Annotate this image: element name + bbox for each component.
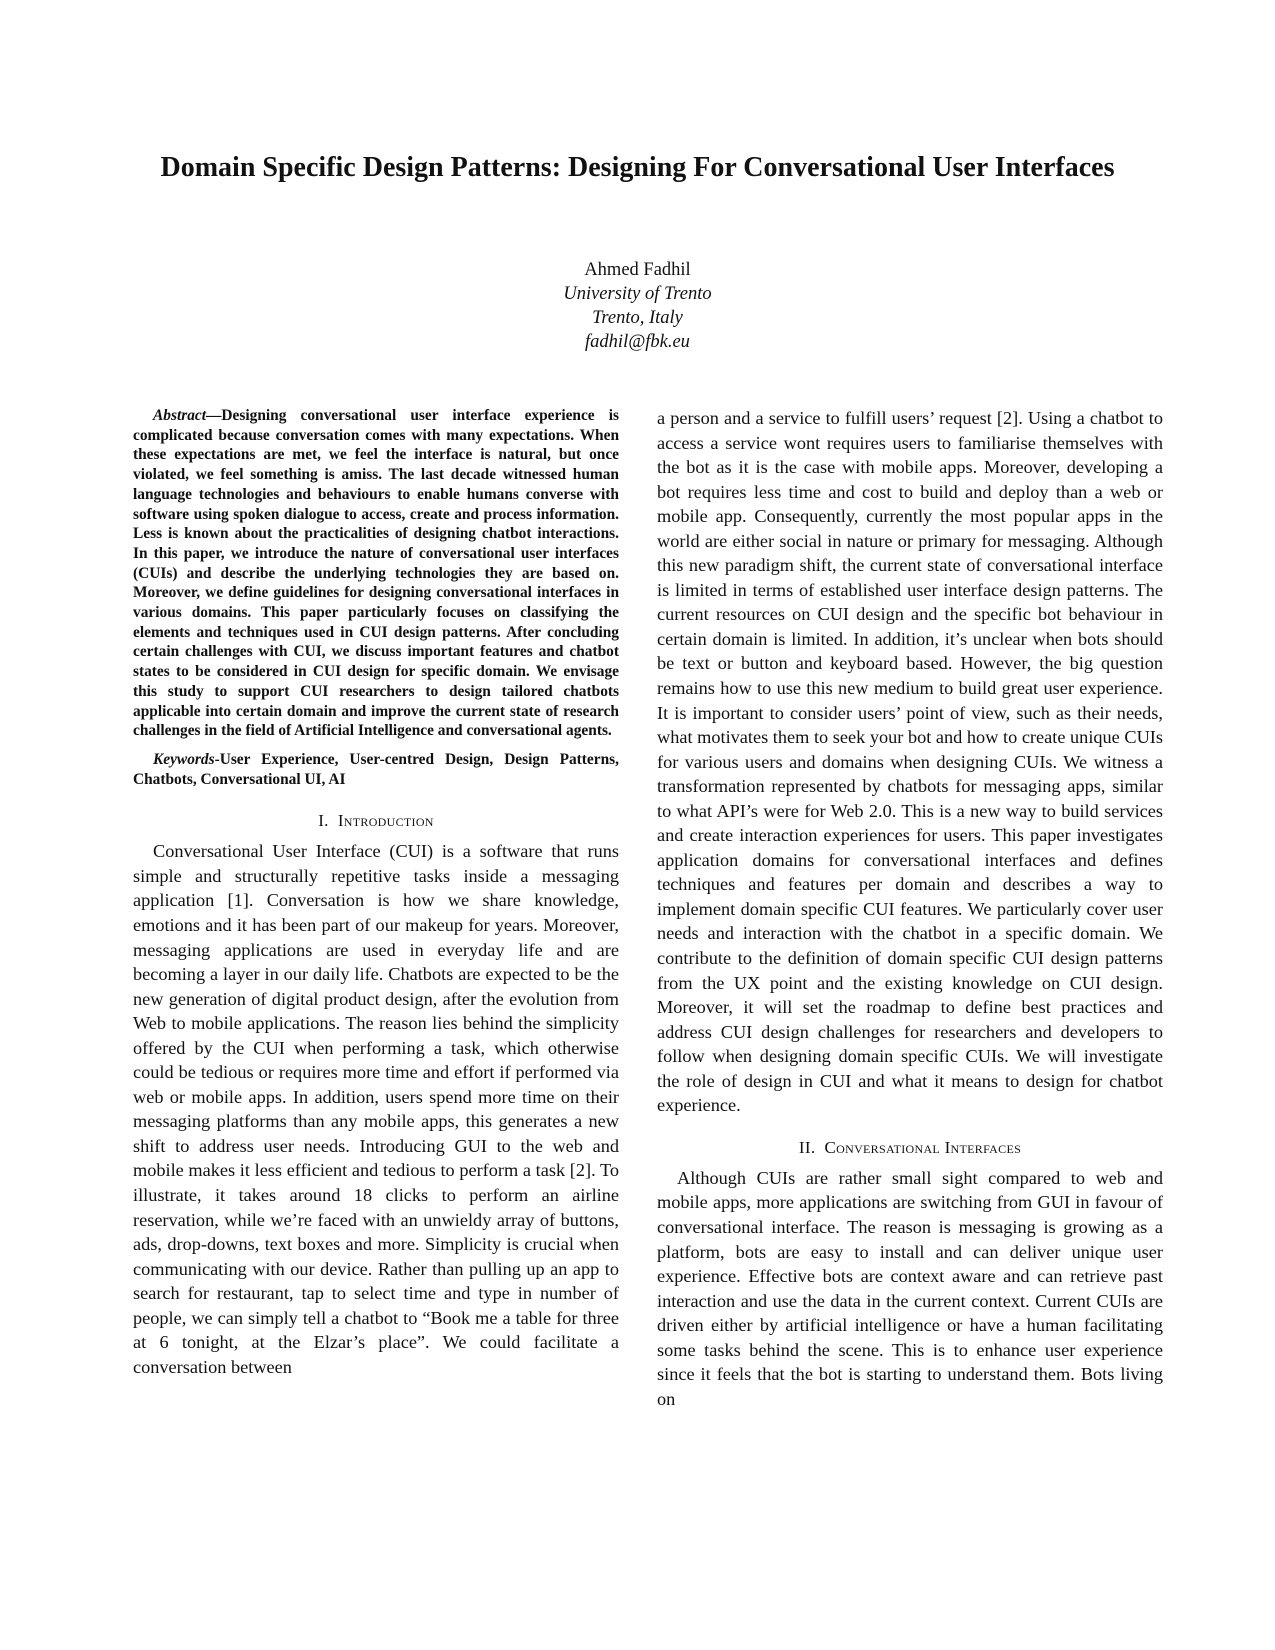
left-column: [133, 406, 619, 1379]
keywords-text: -User Experience, User-centred Design, Design Patterns, Chatbots, Conversational UI, AI: [133, 750, 619, 788]
author-location: Trento, Italy: [592, 308, 683, 328]
abstract-dash: —: [206, 407, 222, 424]
keywords: [133, 750, 619, 789]
section-numeral: II.: [798, 1137, 816, 1157]
section-heading-conversational-interfaces: [657, 1138, 1163, 1158]
section-title: Conversational Interfaces: [824, 1137, 1022, 1157]
section-title: Introduction: [337, 811, 434, 831]
abstract-text: Designing conversational user interface experience is complicated because conversation comes with many expectations. When these expectations are met, we feel the interface is natural, but once violated, we feel something is amiss. The last decade witnessed human language technologies and behaviours to enable humans converse with software using spoken dialogue to access, create and process information. Less is known about the practicalities of designing chatbot interactions. In this paper, we introduce the nature of conversational user interfaces (CUIs) and describe the underlying technologies they are based on. Moreover, we define guidelines for designing conversational interfaces in various domains. This paper particularly focuses on classifying the elements and techniques used in CUI design patterns. After concluding certain challenges with CUI, we discuss important features and chatbot states to be considered in CUI design for specific domain. We envisage this study to support CUI researchers to design tailored chatbots applicable into certain domain and improve the current state of research challenges in the field of Artificial Intelligence and conversational agents.: [133, 407, 619, 740]
section-numeral: I.: [318, 811, 329, 831]
right-column: [657, 406, 1163, 1411]
abstract: [133, 406, 619, 741]
author-block: [0, 258, 1275, 354]
introduction-paragraph-continued: a person and a service to fulfill users’ request [2]. Using a chatbot to access a service wont requires users to familiarise themselves with the bot as it is the case with mobile apps. Moreover, developing a bot requires less time and cost to build and deploy than a web or mobile app. Consequently, currently the most popular apps in the world are either social in nature or primary for messaging. Although this new paradigm shift, the current state of conversational interface is limited in terms of established user interface design patterns. The current resources on CUI design and the specific bot behaviour in certain domain is limited. In addition, it’s unclear when bots should be text or button and keyboard based. However, the big question remains how to use this new medium to build great user experience. It is important to consider users’ point of view, such as their needs, what motivates them to seek your bot and how to create unique CUIs for various users and domains when designing CUIs. We witness a transformation represented by chatbots for messaging apps, similar to what API’s were for Web 2.0. This is a new way to build services and create interaction experiences for users. This paper investigates application domains for conversational interfaces and defines techniques and features per domain and describes a way to implement domain specific CUI features. We particularly cover user needs and interaction with the chatbot in a specific domain. We contribute to the definition of domain specific CUI design patterns from the UX point and the existing knowledge on CUI design. Moreover, it will set the roadmap to define best practices and address CUI design challenges for researchers and developers to follow when designing domain specific CUIs. We will investigate the role of design in CUI and what it means to design for chatbot experience.: [657, 408, 1163, 1116]
author-name: Ahmed Fadhil: [584, 260, 691, 280]
paper-title: Domain Specific Design Patterns: Designing For Conversational User Interfaces: [160, 152, 1115, 183]
introduction-paragraph: Conversational User Interface (CUI) is a software that runs simple and structurally repetitive tasks inside a messaging application [1]. Conversation is how we share knowledge, emotions and it has been part of our makeup for years. Moreover, messaging applications are used in everyday life and are becoming a layer in our daily life. Chatbots are expected to be the new generation of digital product design, after the evolution from Web to mobile applications. The reason lies behind the simplicity offered by the CUI when performing a task, which otherwise could be tedious or requires more time and effort if performed via web or mobile apps. In addition, users spend more time on their messaging platforms than any mobile apps, this generates a new shift to address user needs. Introducing GUI to the web and mobile makes it less efficient and tedious to perform a task [2]. To illustrate, it takes around 18 clicks to perform an airline reservation, while we’re faced with an unwieldy array of buttons, ads, drop-downs, text boxes and more. Simplicity is crucial when communicating with our device. Rather than pulling up an app to search for restaurant, tap to select time and type in number of people, we can simply tell a chatbot to “Book me a table for three at 6 tonight, at the Elzar’s place”. We could facilitate a conversation between: [133, 841, 619, 1377]
abstract-label: Abstract: [153, 407, 207, 424]
author-affiliation: University of Trento: [563, 284, 712, 304]
section-heading-introduction: [133, 811, 619, 831]
keywords-label: Keywords: [153, 750, 215, 768]
conversational-interfaces-paragraph: Although CUIs are rather small sight compared to web and mobile apps, more applications are switching from GUI in favour of conversational interface. The reason is messaging is growing as a platform, bots are easy to install and can deliver unique user experience. Effective bots are context aware and can retrieve past interaction and use the data in the current context. Current CUIs are driven either by artificial intelligence or have a human facilitating some tasks behind the scene. This is to enhance user experience since it feels that the bot is starting to understand them. Bots living on: [657, 1167, 1163, 1409]
author-email: fadhil@fbk.eu: [585, 332, 690, 352]
